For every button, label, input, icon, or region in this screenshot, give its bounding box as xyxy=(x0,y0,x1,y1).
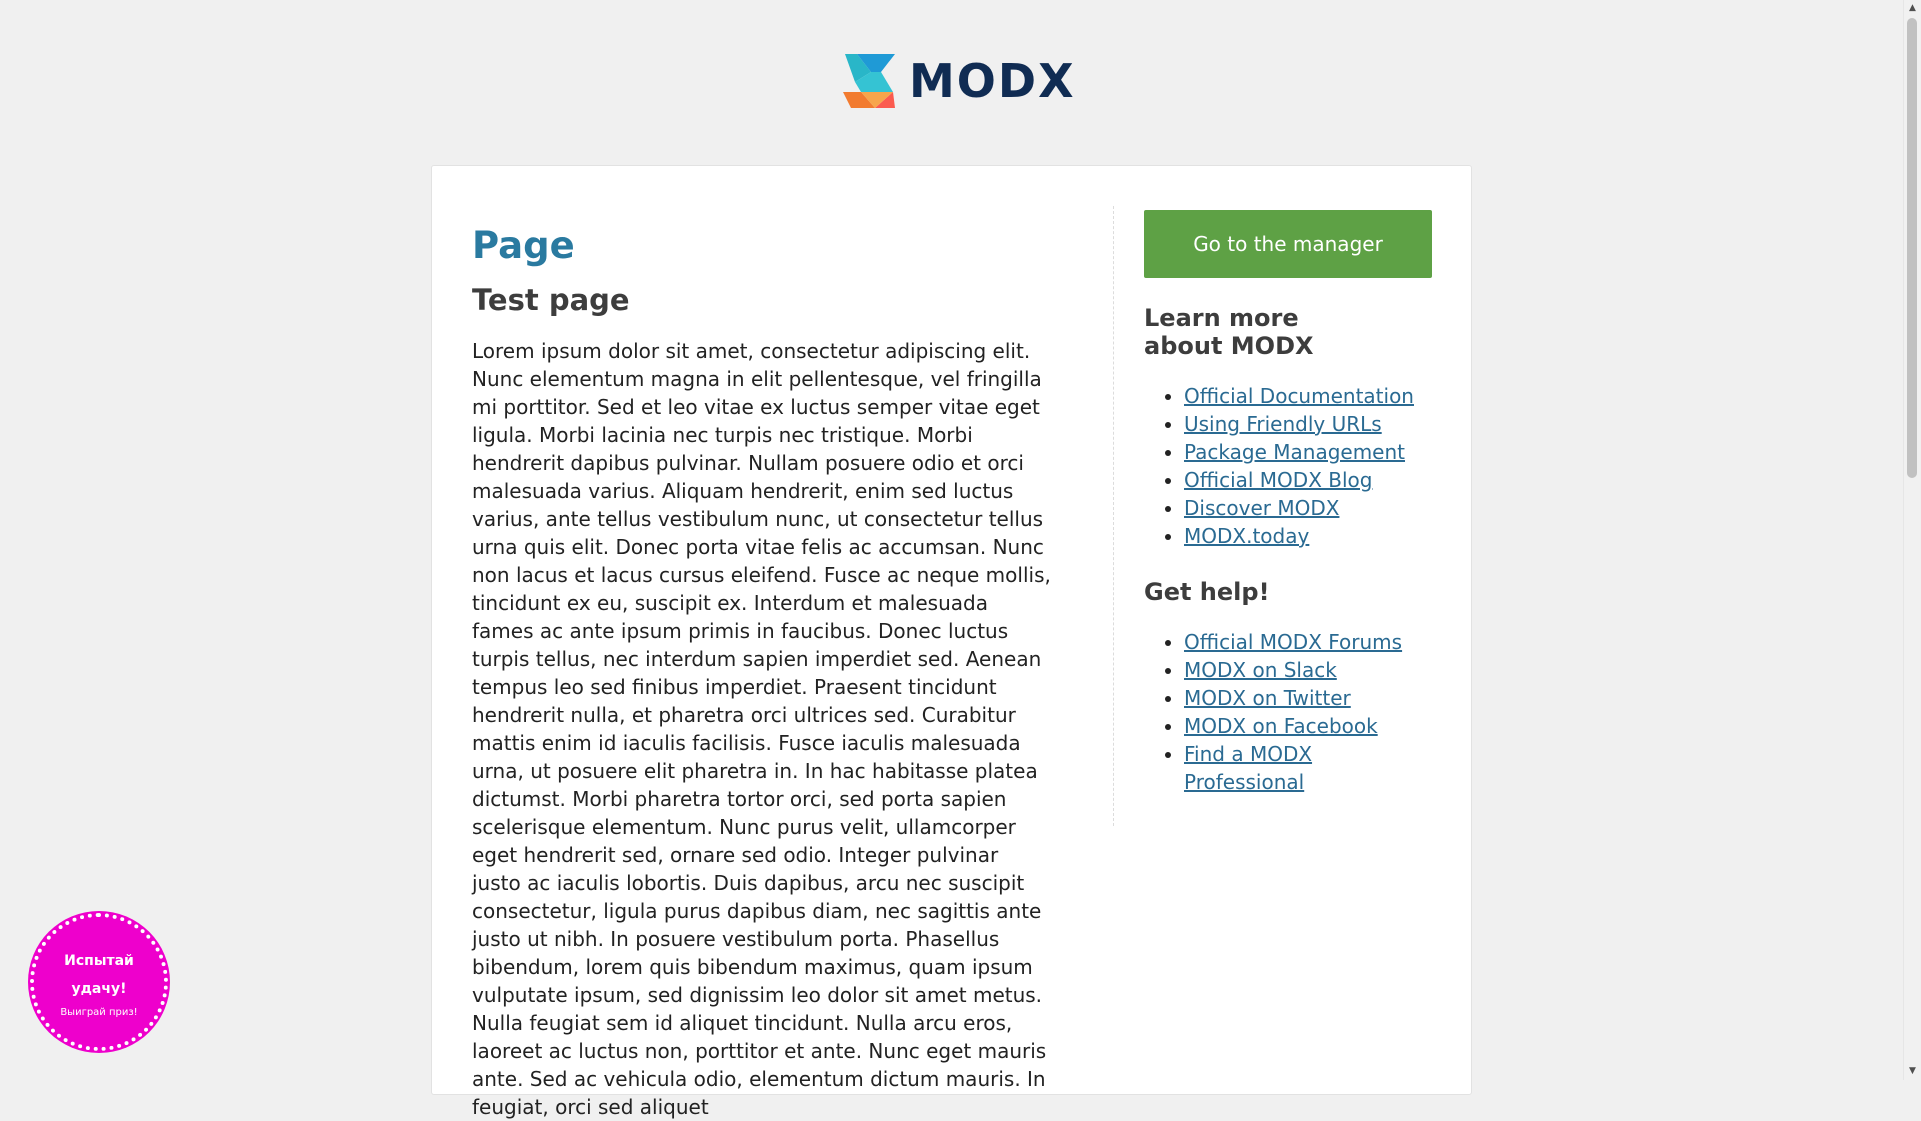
learn-more-heading: Learn more about MODX xyxy=(1144,304,1314,360)
link-friendly-urls[interactable]: Using Friendly URLs xyxy=(1184,412,1382,436)
list-item xyxy=(1184,494,1434,522)
scroll-down-arrow-icon[interactable]: ▼ xyxy=(1909,1066,1916,1076)
list-item xyxy=(1184,438,1434,466)
list-item xyxy=(1184,466,1434,494)
link-find-professional[interactable]: Find a MODX Professional xyxy=(1184,742,1313,794)
link-package-management[interactable]: Package Management xyxy=(1184,440,1406,464)
link-modx-facebook[interactable]: MODX on Facebook xyxy=(1184,714,1378,738)
list-item xyxy=(1184,628,1434,656)
list-item xyxy=(1184,410,1434,438)
list-item xyxy=(1184,382,1434,410)
go-to-manager-button[interactable]: Go to the manager xyxy=(1144,210,1432,278)
main-content xyxy=(472,226,1052,1121)
help-links-list xyxy=(1144,628,1434,796)
scroll-thumb[interactable] xyxy=(1907,18,1917,478)
page-subtitle: Test page xyxy=(472,282,630,317)
learn-links-list xyxy=(1144,382,1434,550)
page-title: Page xyxy=(472,224,575,267)
link-official-documentation[interactable]: Official Documentation xyxy=(1184,384,1414,408)
promo-subtitle: Выиграй приз! xyxy=(60,1006,138,1018)
logo-text: MODX xyxy=(909,54,1076,108)
list-item xyxy=(1184,684,1434,712)
list-item xyxy=(1184,740,1434,796)
link-discover-modx[interactable]: Discover MODX xyxy=(1184,496,1340,520)
get-help-heading: Get help! xyxy=(1144,578,1270,606)
link-modx-today[interactable]: MODX.today xyxy=(1184,524,1310,548)
promo-wheel-badge[interactable] xyxy=(30,913,168,1051)
link-modx-slack[interactable]: MODX on Slack xyxy=(1184,658,1337,682)
list-item xyxy=(1184,656,1434,684)
list-item xyxy=(1184,712,1434,740)
link-official-forums[interactable]: Official MODX Forums xyxy=(1184,630,1403,654)
modx-logo-icon xyxy=(841,52,897,110)
modx-logo[interactable] xyxy=(841,52,1076,110)
main-card xyxy=(431,165,1472,1119)
link-official-blog[interactable]: Official MODX Blog xyxy=(1184,468,1373,492)
body-paragraph: Lorem ipsum dolor sit amet, consectetur adipiscing elit. Nunc elementum magna in elit pellentesque, vel fringilla mi porttitor. Sed et leo vitae ex luctus semper vitae eget ligula. Morbi lacinia nec turpis nec tristique. Morbi hendrerit dapibus pulvinar. Nullam posuere odio et orci malesuada varius. Aliquam hendrerit, enim sed luctus varius, ante tellus vestibulum nunc, ut consectetur tellus urna quis elit. Donec porta vitae felis ac accumsan. Nunc non lacus et lacus cursus eleifend. Fusce ac neque mollis, tincidunt ex eu, suscipit ex. Interdum et malesuada fames ac ante ipsum primis in faucibus. Donec luctus turpis tellus, nec interdum sapien imperdiet sed. Aenean tempus leo sed finibus imperdiet. Praesent tincidunt hendrerit nulla, et pharetra orci ultrices sed. Curabitur mattis enim id iaculis facilisis. Fusce iaculis malesuada urna, ut posuere elit pharetra in. In hac habitasse platea dictumst. Morbi pharetra tortor orci, sed porta sapien scelerisque elementum. Nunc purus velit, ullamcorper eget hendrerit sed, ornare sed odio. Integer pulvinar justo ac iaculis lobortis. Duis dapibus, arcu nec suscipit consectetur, ligula purus dapibus diam, nec sagittis ante justo ut nibh. In posuere vestibulum porta. Phasellus bibendum, lorem quis bibendum maximus, quam ipsum vulputate ipsum, sed dignissim leo dolor sit amet metus. Nulla feugiat sem id aliquet tincidunt. Nulla arcu eros, laoreet ac luctus non, porttitor et ante. Nunc eget mauris ante. Sed ac vehicula odio, elementum dictum mauris. In feugiat, orci sed aliquet xyxy=(472,338,1051,1119)
link-modx-twitter[interactable]: MODX on Twitter xyxy=(1184,686,1351,710)
list-item xyxy=(1184,522,1434,550)
vertical-scrollbar[interactable] xyxy=(1903,0,1920,1080)
column-divider xyxy=(1113,206,1114,826)
promo-title: Испытай удачу! xyxy=(64,952,134,997)
scroll-up-arrow-icon[interactable]: ▲ xyxy=(1909,3,1916,13)
sidebar xyxy=(1144,210,1434,796)
